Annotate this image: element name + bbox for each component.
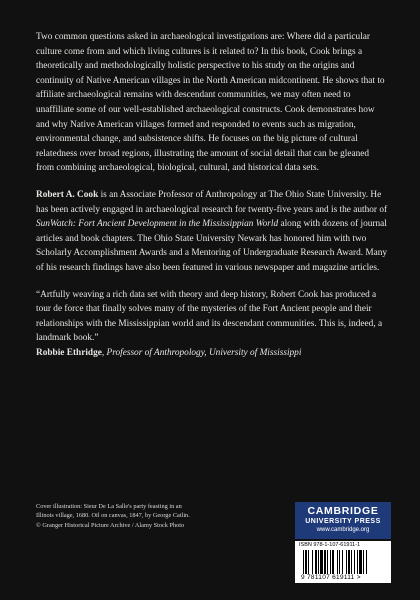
- endorsement-quote: “Artfully weaving a rich data set with theory and deep history, Robert Cook has produced a tour de force that finally solves many of the mysteries of the Fort Ancient people and their relationships with the Mississippian world and its descendant communities. This is, indeed, a landmark book.”: [36, 289, 383, 344]
- back-cover-text: [36, 30, 388, 372]
- endorser-affiliation: Professor of Anthropology, University of Mississippi: [106, 347, 302, 358]
- author-bio: [36, 188, 388, 276]
- author-bio-text-2: along with dozens of journal articles and book chapters. The Ohio State University Newark has honored him with two Scholarly Accomplishment Awards and a Mentoring of Undergraduate Research Award. Many of his research findings have also been featured in various newspaper and magazine articles.: [36, 219, 388, 273]
- publisher-press: UNIVERSITY PRESS: [305, 518, 381, 525]
- author-book-title: SunWatch: Fort Ancient Development in the Mississippian World: [36, 219, 279, 230]
- publisher-logo: [295, 502, 391, 539]
- barcode-number: 9 781107 619111 >: [301, 574, 361, 581]
- endorsement-attribution: Robbie Ethridge, Professor of Anthropology, University of Mississippi: [36, 347, 302, 358]
- publisher-url: www.cambridge.org: [316, 527, 370, 533]
- barcode-bars-icon: [303, 550, 385, 574]
- author-name: Robert A. Cook: [36, 189, 99, 200]
- cover-credit: Cover illustration: Sieur De La Salle's party feasting in an Illinois village, 1680. Oil on canvas, 1847, by George Catlin. © Granger Historical Picture Archive / Alamy Stock Photo: [36, 503, 190, 529]
- publisher-name: CAMBRIDGE: [307, 505, 379, 517]
- author-bio-text-1: is an Associate Professor of Anthropology at The Ohio State University. He has been actively engaged in archaeological research for twenty-five years and is the author of: [36, 189, 388, 215]
- intro-paragraph: Two common questions asked in archaeological investigations are: Where did a particular culture come from and which living cultures is it related to? In this book, Cook brings a theoretically and methodologically holistic perspective to his study on the origins and continuity of Native American villages in the North American midcontinent. He shows that to affiliate archaeological remains with descendant communities, we may often need to unaffiliate some of our well-established archaeological constructs. Cook demonstrates how and why Native American villages formed and responded to events such as migration, environmental change, and subsistence shifts. He focuses on the big picture of cultural relatedness over broad regions, illustrating the amount of social detail that can be gleaned from combining archaeological, biological, cultural, and historical data sets.: [36, 32, 385, 174]
- endorser-name: Robbie Ethridge: [36, 347, 102, 358]
- barcode: [295, 541, 391, 583]
- isbn-label: ISBN 978-1-107-61911-1: [299, 542, 361, 548]
